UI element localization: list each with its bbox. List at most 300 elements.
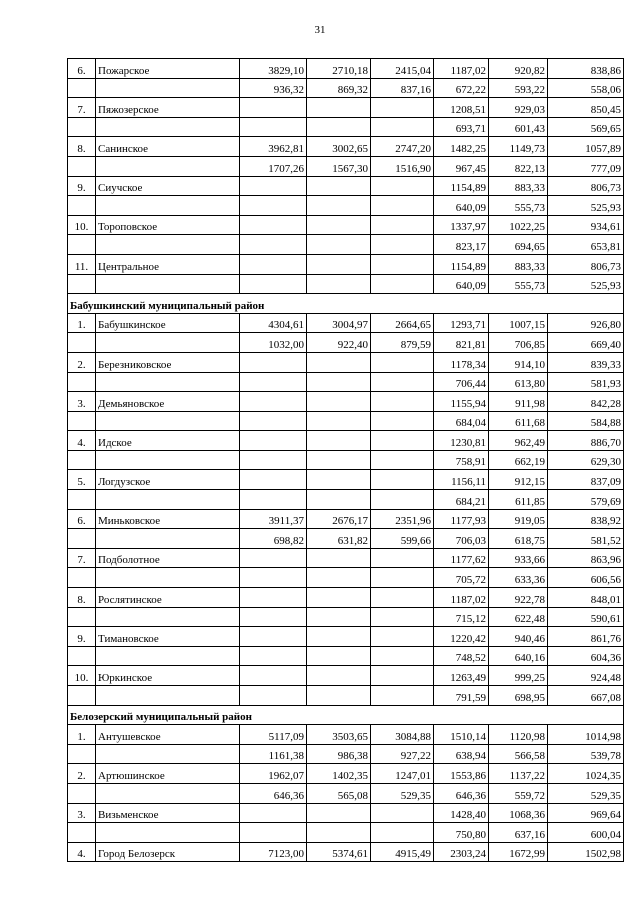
value-cell-1: 3829,10 [240, 59, 307, 79]
settlement-name-cell [96, 529, 240, 549]
value-cell-2 [307, 411, 371, 431]
value-cell-6: 924,48 [548, 666, 624, 686]
value-cell-5: 613,80 [489, 372, 548, 392]
value-cell-5: 883,33 [489, 254, 548, 274]
value-cell-6: 539,78 [548, 744, 624, 764]
table-row [68, 646, 624, 666]
row-number-cell [68, 568, 96, 588]
value-cell-6: 1014,98 [548, 725, 624, 745]
value-cell-6: 806,73 [548, 176, 624, 196]
settlement-name-cell: Пожарское [96, 59, 240, 79]
value-cell-1 [240, 254, 307, 274]
table-row [68, 59, 624, 79]
value-cell-4: 1178,34 [434, 352, 489, 372]
value-cell-4: 1482,25 [434, 137, 489, 157]
settlement-name-cell: Идское [96, 431, 240, 451]
value-cell-5: 1022,25 [489, 215, 548, 235]
table-row [68, 431, 624, 451]
value-cell-4: 967,45 [434, 156, 489, 176]
table-row [68, 156, 624, 176]
section-header-row [68, 705, 624, 725]
row-number-cell: 10. [68, 666, 96, 686]
value-cell-3 [371, 607, 434, 627]
value-cell-5: 940,46 [489, 627, 548, 647]
value-cell-1 [240, 548, 307, 568]
value-cell-1 [240, 627, 307, 647]
settlement-name-cell: Бабушкинское [96, 313, 240, 333]
row-number-cell: 8. [68, 137, 96, 157]
row-number-cell [68, 333, 96, 353]
value-cell-2 [307, 646, 371, 666]
value-cell-4: 1154,89 [434, 254, 489, 274]
value-cell-2 [307, 490, 371, 510]
value-cell-3: 599,66 [371, 529, 434, 549]
value-cell-3: 1516,90 [371, 156, 434, 176]
value-cell-3: 2351,96 [371, 509, 434, 529]
row-number-cell [68, 274, 96, 294]
row-number-cell: 3. [68, 392, 96, 412]
row-number-cell: 5. [68, 470, 96, 490]
value-cell-4: 1177,62 [434, 548, 489, 568]
value-cell-2 [307, 392, 371, 412]
value-cell-5: 640,16 [489, 646, 548, 666]
value-cell-6: 667,08 [548, 686, 624, 706]
settlement-name-cell: Рослятинское [96, 588, 240, 608]
value-cell-2 [307, 627, 371, 647]
value-cell-3 [371, 490, 434, 510]
value-cell-3 [371, 450, 434, 470]
settlement-name-cell [96, 196, 240, 216]
value-cell-2 [307, 686, 371, 706]
value-cell-5: 1137,22 [489, 764, 548, 784]
settlement-name-cell: Антушевское [96, 725, 240, 745]
table-row [68, 98, 624, 118]
value-cell-1: 7123,00 [240, 842, 307, 862]
settlement-name-cell: Артюшинское [96, 764, 240, 784]
row-number-cell [68, 646, 96, 666]
value-cell-6: 558,06 [548, 78, 624, 98]
settlement-name-cell: Сиучское [96, 176, 240, 196]
value-cell-4: 823,17 [434, 235, 489, 255]
value-cell-6: 886,70 [548, 431, 624, 451]
value-cell-4: 1187,02 [434, 588, 489, 608]
settlement-name-cell [96, 744, 240, 764]
value-cell-3 [371, 646, 434, 666]
settlement-name-cell [96, 274, 240, 294]
value-cell-4: 821,81 [434, 333, 489, 353]
row-number-cell: 4. [68, 431, 96, 451]
value-cell-3: 3084,88 [371, 725, 434, 745]
value-cell-3 [371, 98, 434, 118]
value-cell-1 [240, 196, 307, 216]
value-cell-4: 1155,94 [434, 392, 489, 412]
settlement-name-cell [96, 783, 240, 803]
value-cell-2: 869,32 [307, 78, 371, 98]
settlement-name-cell: Визьменское [96, 803, 240, 823]
value-cell-3 [371, 431, 434, 451]
value-cell-5: 929,03 [489, 98, 548, 118]
settlement-name-cell: Миньковское [96, 509, 240, 529]
value-cell-5: 694,65 [489, 235, 548, 255]
value-cell-6: 669,40 [548, 333, 624, 353]
table-row [68, 548, 624, 568]
value-cell-1 [240, 411, 307, 431]
value-cell-2 [307, 176, 371, 196]
settlement-name-cell [96, 686, 240, 706]
value-cell-5: 822,13 [489, 156, 548, 176]
value-cell-5: 611,68 [489, 411, 548, 431]
value-cell-4: 2303,24 [434, 842, 489, 862]
value-cell-4: 715,12 [434, 607, 489, 627]
value-cell-1 [240, 372, 307, 392]
value-cell-6: 579,69 [548, 490, 624, 510]
value-cell-3: 2747,20 [371, 137, 434, 157]
value-cell-4: 1510,14 [434, 725, 489, 745]
settlement-name-cell [96, 607, 240, 627]
value-cell-5: 662,19 [489, 450, 548, 470]
value-cell-3: 2664,65 [371, 313, 434, 333]
value-cell-2 [307, 117, 371, 137]
table-row [68, 274, 624, 294]
value-cell-1 [240, 470, 307, 490]
row-number-cell: 6. [68, 59, 96, 79]
value-cell-1 [240, 490, 307, 510]
value-cell-3 [371, 117, 434, 137]
value-cell-4: 706,03 [434, 529, 489, 549]
value-cell-1: 5117,09 [240, 725, 307, 745]
table-row [68, 803, 624, 823]
value-cell-2 [307, 215, 371, 235]
value-cell-1 [240, 352, 307, 372]
value-cell-1 [240, 607, 307, 627]
value-cell-6: 837,09 [548, 470, 624, 490]
row-number-cell: 3. [68, 803, 96, 823]
value-cell-5: 1120,98 [489, 725, 548, 745]
settlement-name-cell: Город Белозерск [96, 842, 240, 862]
section-title: Белозерский муниципальный район [68, 705, 624, 725]
value-cell-1: 1161,38 [240, 744, 307, 764]
value-cell-3 [371, 666, 434, 686]
value-cell-5: 593,22 [489, 78, 548, 98]
value-cell-4: 791,59 [434, 686, 489, 706]
value-cell-3: 4915,49 [371, 842, 434, 862]
value-cell-3: 927,22 [371, 744, 434, 764]
table-row [68, 333, 624, 353]
value-cell-1 [240, 215, 307, 235]
settlement-name-cell: Санинское [96, 137, 240, 157]
settlement-name-cell [96, 568, 240, 588]
row-number-cell: 1. [68, 725, 96, 745]
row-number-cell: 11. [68, 254, 96, 274]
table-row [68, 490, 624, 510]
value-cell-3 [371, 254, 434, 274]
value-cell-1 [240, 98, 307, 118]
value-cell-1: 3911,37 [240, 509, 307, 529]
value-cell-5: 962,49 [489, 431, 548, 451]
value-cell-6: 653,81 [548, 235, 624, 255]
value-cell-6: 934,61 [548, 215, 624, 235]
table-row [68, 470, 624, 490]
row-number-cell [68, 490, 96, 510]
value-cell-3 [371, 627, 434, 647]
value-cell-4: 1293,71 [434, 313, 489, 333]
value-cell-5: 933,66 [489, 548, 548, 568]
value-cell-5: 1007,15 [489, 313, 548, 333]
value-cell-1: 1962,07 [240, 764, 307, 784]
row-number-cell [68, 411, 96, 431]
value-cell-3: 529,35 [371, 783, 434, 803]
value-cell-2 [307, 548, 371, 568]
value-cell-3 [371, 215, 434, 235]
table-row [68, 568, 624, 588]
row-number-cell: 2. [68, 352, 96, 372]
value-cell-1: 3962,81 [240, 137, 307, 157]
row-number-cell [68, 529, 96, 549]
table-row [68, 744, 624, 764]
value-cell-3: 2415,04 [371, 59, 434, 79]
value-cell-1: 936,32 [240, 78, 307, 98]
value-cell-4: 706,44 [434, 372, 489, 392]
value-cell-1 [240, 646, 307, 666]
row-number-cell: 2. [68, 764, 96, 784]
value-cell-2 [307, 666, 371, 686]
value-cell-6: 806,73 [548, 254, 624, 274]
value-cell-4: 1154,89 [434, 176, 489, 196]
value-cell-2: 2676,17 [307, 509, 371, 529]
value-cell-4: 640,09 [434, 196, 489, 216]
settlement-name-cell [96, 235, 240, 255]
value-cell-4: 640,09 [434, 274, 489, 294]
value-cell-5: 883,33 [489, 176, 548, 196]
value-cell-2 [307, 352, 371, 372]
value-cell-1: 1032,00 [240, 333, 307, 353]
value-cell-4: 1230,81 [434, 431, 489, 451]
table-row [68, 235, 624, 255]
value-cell-6: 606,56 [548, 568, 624, 588]
settlement-name-cell [96, 490, 240, 510]
value-cell-3 [371, 803, 434, 823]
value-cell-2: 2710,18 [307, 59, 371, 79]
value-cell-5: 618,75 [489, 529, 548, 549]
value-cell-2: 3004,97 [307, 313, 371, 333]
value-cell-2: 1567,30 [307, 156, 371, 176]
value-cell-3 [371, 274, 434, 294]
value-cell-6: 629,30 [548, 450, 624, 470]
value-cell-2 [307, 431, 371, 451]
row-number-cell [68, 607, 96, 627]
value-cell-1 [240, 392, 307, 412]
value-cell-6: 838,92 [548, 509, 624, 529]
settlement-name-cell: Тороповское [96, 215, 240, 235]
settlement-name-cell: Березниковское [96, 352, 240, 372]
value-cell-3 [371, 823, 434, 843]
settlement-name-cell [96, 156, 240, 176]
value-cell-5: 559,72 [489, 783, 548, 803]
settlement-name-cell: Юркинское [96, 666, 240, 686]
value-cell-2 [307, 588, 371, 608]
value-cell-1 [240, 431, 307, 451]
value-cell-3 [371, 392, 434, 412]
value-cell-5: 1149,73 [489, 137, 548, 157]
value-cell-5: 706,85 [489, 333, 548, 353]
row-number-cell [68, 196, 96, 216]
value-cell-4: 672,22 [434, 78, 489, 98]
row-number-cell [68, 783, 96, 803]
value-cell-5: 1672,99 [489, 842, 548, 862]
row-number-cell: 6. [68, 509, 96, 529]
value-cell-4: 1208,51 [434, 98, 489, 118]
row-number-cell [68, 156, 96, 176]
settlement-name-cell: Тимановское [96, 627, 240, 647]
table-row [68, 137, 624, 157]
value-cell-6: 604,36 [548, 646, 624, 666]
settlement-name-cell [96, 646, 240, 666]
table-row [68, 529, 624, 549]
row-number-cell: 1. [68, 313, 96, 333]
value-cell-3 [371, 470, 434, 490]
value-cell-6: 842,28 [548, 392, 624, 412]
table-row [68, 666, 624, 686]
table-row [68, 588, 624, 608]
table-row [68, 725, 624, 745]
table-row [68, 176, 624, 196]
value-cell-3 [371, 176, 434, 196]
value-cell-6: 581,52 [548, 529, 624, 549]
row-number-cell [68, 78, 96, 98]
value-cell-4: 758,91 [434, 450, 489, 470]
row-number-cell: 9. [68, 627, 96, 647]
value-cell-5: 566,58 [489, 744, 548, 764]
table-row [68, 117, 624, 137]
value-cell-2: 3002,65 [307, 137, 371, 157]
value-cell-1 [240, 450, 307, 470]
value-cell-4: 1187,02 [434, 59, 489, 79]
settlement-name-cell [96, 823, 240, 843]
row-number-cell: 7. [68, 548, 96, 568]
value-cell-1 [240, 235, 307, 255]
value-cell-2: 565,08 [307, 783, 371, 803]
value-cell-2 [307, 607, 371, 627]
value-cell-3 [371, 196, 434, 216]
value-cell-6: 569,65 [548, 117, 624, 137]
value-cell-5: 555,73 [489, 196, 548, 216]
table-row [68, 823, 624, 843]
value-cell-2 [307, 98, 371, 118]
value-cell-4: 684,04 [434, 411, 489, 431]
value-cell-6: 1502,98 [548, 842, 624, 862]
value-cell-5: 555,73 [489, 274, 548, 294]
settlement-name-cell: Пяжозерское [96, 98, 240, 118]
table-row [68, 764, 624, 784]
table-row [68, 196, 624, 216]
value-cell-5: 1068,36 [489, 803, 548, 823]
settlement-name-cell [96, 117, 240, 137]
value-cell-6: 848,01 [548, 588, 624, 608]
value-cell-1 [240, 117, 307, 137]
row-number-cell: 8. [68, 588, 96, 608]
value-cell-1 [240, 588, 307, 608]
value-cell-5: 922,78 [489, 588, 548, 608]
value-cell-2 [307, 803, 371, 823]
value-cell-4: 646,36 [434, 783, 489, 803]
value-cell-1 [240, 666, 307, 686]
row-number-cell: 10. [68, 215, 96, 235]
section-title: Бабушкинский муниципальный район [68, 294, 624, 314]
row-number-cell [68, 823, 96, 843]
value-cell-6: 600,04 [548, 823, 624, 843]
row-number-cell: 7. [68, 98, 96, 118]
value-cell-2: 631,82 [307, 529, 371, 549]
value-cell-4: 750,80 [434, 823, 489, 843]
value-cell-3 [371, 372, 434, 392]
value-cell-4: 1553,86 [434, 764, 489, 784]
value-cell-5: 622,48 [489, 607, 548, 627]
value-cell-4: 638,94 [434, 744, 489, 764]
table-row [68, 509, 624, 529]
value-cell-5: 637,16 [489, 823, 548, 843]
value-cell-5: 919,05 [489, 509, 548, 529]
value-cell-6: 529,35 [548, 783, 624, 803]
value-cell-4: 1337,97 [434, 215, 489, 235]
value-cell-3 [371, 411, 434, 431]
table-row [68, 686, 624, 706]
table-row [68, 627, 624, 647]
value-cell-5: 911,98 [489, 392, 548, 412]
value-cell-6: 777,09 [548, 156, 624, 176]
value-cell-1: 698,82 [240, 529, 307, 549]
value-cell-3 [371, 588, 434, 608]
row-number-cell [68, 450, 96, 470]
value-cell-5: 633,36 [489, 568, 548, 588]
table-row [68, 842, 624, 862]
table-row [68, 352, 624, 372]
value-cell-2 [307, 372, 371, 392]
value-cell-1: 1707,26 [240, 156, 307, 176]
value-cell-4: 1220,42 [434, 627, 489, 647]
row-number-cell [68, 744, 96, 764]
value-cell-4: 705,72 [434, 568, 489, 588]
table-row [68, 392, 624, 412]
value-cell-6: 525,93 [548, 274, 624, 294]
value-cell-1 [240, 823, 307, 843]
value-cell-4: 693,71 [434, 117, 489, 137]
value-cell-3 [371, 548, 434, 568]
value-cell-6: 590,61 [548, 607, 624, 627]
value-cell-1 [240, 176, 307, 196]
value-cell-2: 922,40 [307, 333, 371, 353]
settlement-name-cell [96, 450, 240, 470]
value-cell-2 [307, 196, 371, 216]
table-row [68, 411, 624, 431]
value-cell-3 [371, 235, 434, 255]
value-cell-5: 912,15 [489, 470, 548, 490]
value-cell-1 [240, 686, 307, 706]
value-cell-6: 926,80 [548, 313, 624, 333]
value-cell-5: 611,85 [489, 490, 548, 510]
table-row [68, 450, 624, 470]
table-row [68, 254, 624, 274]
settlement-name-cell: Центральное [96, 254, 240, 274]
section-header-row [68, 294, 624, 314]
value-cell-1: 646,36 [240, 783, 307, 803]
value-cell-6: 1057,89 [548, 137, 624, 157]
value-cell-5: 920,82 [489, 59, 548, 79]
row-number-cell [68, 372, 96, 392]
value-cell-3 [371, 352, 434, 372]
settlement-name-cell: Логдузское [96, 470, 240, 490]
settlement-name-cell: Подболотное [96, 548, 240, 568]
value-cell-5: 698,95 [489, 686, 548, 706]
